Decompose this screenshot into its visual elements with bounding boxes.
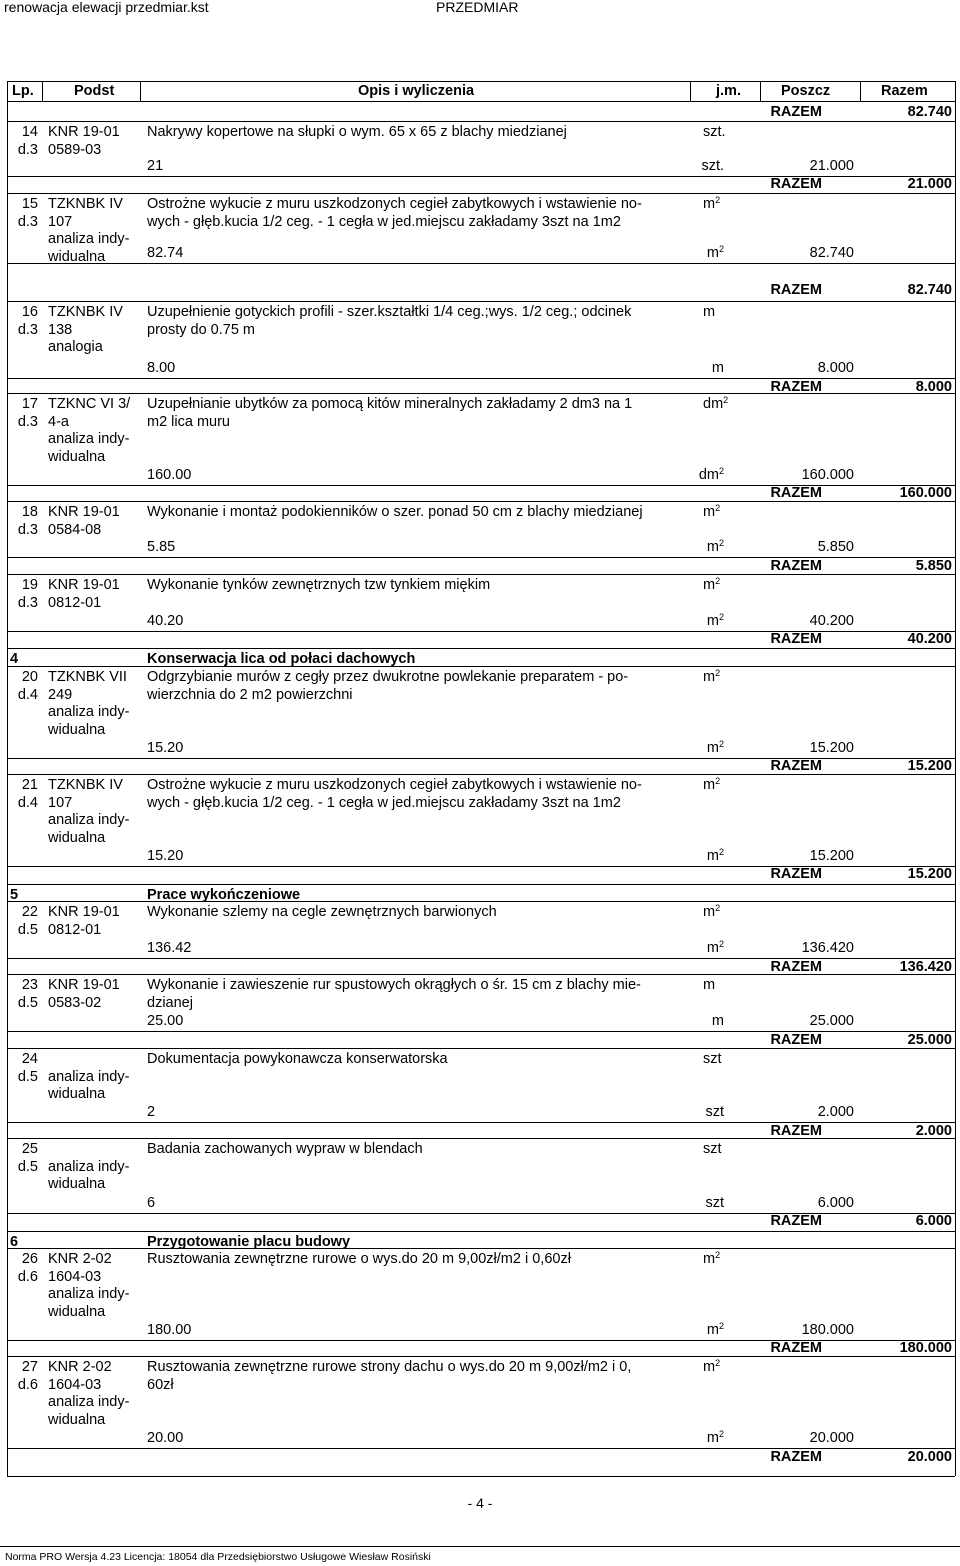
item-description: Wykonanie tynków zewnętrznych tzw tynkiem miękim (147, 577, 491, 593)
item-unit: $m^2$ (703, 776, 721, 793)
column-poszcz: Poszcz (781, 83, 831, 99)
row-divider (7, 393, 955, 394)
calc-unit: $m^2$ (706, 939, 724, 956)
item-number: 18 (21, 504, 38, 520)
item-basis: TZKNBK IV (48, 304, 123, 320)
item-basis: KNR 2-02 (48, 1251, 112, 1267)
razem-value: 40.200 (907, 631, 952, 647)
item-description: Uzupełnienie gotyckich profili - szer.kształtki 1/4 ceg.;wys. 1/2 ceg.; odcinek (147, 304, 632, 320)
item-description: Rusztowania zewnętrzne rurowe o wys.do 20 m 9,00zł/m2 i 0,60zł (147, 1251, 571, 1267)
razem-label: RAZEM (770, 631, 822, 647)
item-chapter: d.3 (17, 213, 38, 230)
item-basis: analiza indy- (48, 812, 130, 829)
column-razem: Razem (881, 83, 928, 99)
item-unit: $m^2$ (703, 1250, 721, 1267)
calc-expression: 6 (147, 1195, 156, 1211)
item-number: 16 (21, 304, 38, 320)
razem-value: 25.000 (907, 1032, 952, 1048)
item-chapter: d.5 (17, 1068, 38, 1085)
item-basis: 0589-03 (48, 141, 102, 158)
item-unit: m (703, 304, 716, 320)
item-chapter: d.3 (17, 321, 38, 338)
razem-value: 8.000 (915, 379, 952, 395)
item-basis: widualna (48, 721, 106, 738)
razem-label: RAZEM (770, 1213, 822, 1229)
item-basis: 249 (48, 686, 73, 703)
calc-value: 2.000 (817, 1104, 854, 1120)
item-unit: $dm^2$ (703, 395, 729, 412)
razem-value: 82.740 (907, 282, 952, 298)
row-divider (7, 121, 955, 122)
item-basis: 0583-02 (48, 994, 102, 1011)
item-description: Odgrzybianie murów z cegły przez dwukrotne powlekanie preparatem - po- (147, 669, 629, 685)
carry-value: 82.740 (907, 104, 952, 120)
razem-label: RAZEM (770, 1449, 822, 1465)
item-description: Ostrożne wykucie z muru uszkodzonych cegieł zabytkowych i wstawienie no- (147, 196, 642, 212)
row-divider (7, 1476, 955, 1477)
item-number: 25 (21, 1141, 38, 1157)
razem-value: 21.000 (907, 176, 952, 192)
carry-label: RAZEM (770, 104, 822, 120)
item-chapter: d.3 (17, 141, 38, 158)
footer-divider (0, 1546, 960, 1547)
calc-unit: m (711, 360, 724, 376)
row-divider (7, 1138, 955, 1139)
razem-label: RAZEM (770, 866, 822, 882)
row-divider (7, 263, 955, 264)
section-number: 4 (10, 651, 19, 667)
razem-label: RAZEM (770, 1340, 822, 1356)
item-basis: widualna (48, 248, 106, 265)
item-unit: $m^2$ (703, 1358, 721, 1375)
section-number: 5 (10, 887, 19, 903)
row-divider (7, 648, 955, 649)
item-basis: widualna (48, 1303, 106, 1320)
calc-unit: $m^2$ (706, 1321, 724, 1338)
item-basis: widualna (48, 1176, 106, 1193)
item-basis: analiza indy- (48, 1394, 130, 1411)
calc-value: 15.200 (809, 848, 854, 864)
item-number: 14 (21, 124, 38, 140)
item-basis: analiza indy- (48, 1286, 130, 1303)
calc-unit: $m^2$ (706, 244, 724, 261)
item-unit: m (703, 977, 716, 993)
item-basis: analiza indy- (48, 1158, 130, 1175)
calc-value: 40.200 (809, 613, 854, 629)
item-basis: 107 (48, 794, 73, 811)
item-number: 19 (21, 577, 38, 593)
item-basis: 4-a (48, 413, 69, 430)
razem-value: 6.000 (915, 1213, 952, 1229)
item-basis: analiza indy- (48, 231, 130, 248)
item-unit: $m^2$ (703, 903, 721, 920)
item-unit: $m^2$ (703, 668, 721, 685)
item-basis: KNR 19-01 (48, 977, 120, 993)
row-divider (7, 101, 955, 102)
footer-license: Norma PRO Wersja 4.23 Licencja: 18054 dla Przedsiębiorstwo Usługowe Wiesław Rosiński (5, 1551, 431, 1563)
item-basis: KNR 2-02 (48, 1359, 112, 1375)
row-divider (7, 301, 955, 302)
razem-label: RAZEM (770, 1032, 822, 1048)
razem-label: RAZEM (770, 379, 822, 395)
item-basis: KNR 19-01 (48, 577, 120, 593)
item-number: 22 (21, 904, 38, 920)
calc-unit: $dm^2$ (698, 466, 724, 483)
item-chapter: d.4 (17, 686, 38, 703)
item-unit: $m^2$ (703, 195, 721, 212)
calc-expression: 180.00 (147, 1322, 192, 1338)
item-number: 23 (21, 977, 38, 993)
column-lp: Lp. (12, 83, 34, 99)
section-title: Konserwacja lica od połaci dachowych (147, 651, 416, 667)
item-description: prosty do 0.75 m (147, 321, 255, 338)
row-divider (7, 574, 955, 575)
calc-value: 15.200 (809, 740, 854, 756)
razem-value: 136.420 (899, 959, 952, 975)
row-divider (7, 501, 955, 502)
column-jm: j.m. (716, 83, 741, 99)
document-title: PRZEDMIAR (436, 0, 519, 15)
item-description: m2 lica muru (147, 413, 230, 430)
razem-value: 5.850 (915, 558, 952, 574)
calc-unit: $m^2$ (706, 847, 724, 864)
item-number: 27 (21, 1359, 38, 1375)
item-number: 26 (21, 1251, 38, 1267)
item-basis: 1604-03 (48, 1376, 102, 1393)
column-divider (690, 81, 691, 101)
calc-expression: 21 (147, 158, 164, 174)
item-unit: szt. (703, 124, 726, 140)
column-divider (7, 81, 8, 1476)
calc-expression: 25.00 (147, 1013, 184, 1029)
item-number: 17 (21, 396, 38, 412)
item-basis: 0812-01 (48, 921, 102, 938)
row-divider (7, 1231, 955, 1232)
item-chapter: d.5 (17, 1158, 38, 1175)
item-description: Rusztowania zewnętrzne rurowe strony dachu o wys.do 20 m 9,00zł/m2 i 0, (147, 1359, 632, 1375)
calc-value: 21.000 (809, 158, 854, 174)
file-name: renowacja elewacji przedmiar.kst (4, 0, 209, 15)
item-unit: $m^2$ (703, 503, 721, 520)
calc-unit: m (711, 1013, 724, 1029)
item-basis: 0812-01 (48, 594, 102, 611)
item-basis: analiza indy- (48, 1068, 130, 1085)
razem-label: RAZEM (770, 485, 822, 501)
item-description: Nakrywy kopertowe na słupki o wym. 65 x 65 z blachy miedzianej (147, 124, 567, 140)
item-basis: KNR 19-01 (48, 124, 120, 140)
item-description: wych - głęb.kucia 1/2 ceg. - 1 cegła w jed.miejscu zakładamy 3szt na 1m2 (147, 794, 621, 811)
section-number: 6 (10, 1234, 19, 1250)
item-basis: analiza indy- (48, 431, 130, 448)
razem-label: RAZEM (770, 176, 822, 192)
calc-expression: 5.85 (147, 539, 176, 555)
row-divider (7, 884, 955, 885)
item-description: wierzchnia do 2 m2 powierzchni (147, 686, 353, 703)
column-opis: Opis i wyliczenia (358, 83, 475, 99)
item-chapter: d.5 (17, 921, 38, 938)
item-description: wych - głęb.kucia 1/2 ceg. - 1 cegła w jed.miejscu zakładamy 3szt na 1m2 (147, 213, 621, 230)
section-title: Prace wykończeniowe (147, 887, 301, 903)
calc-unit: $m^2$ (706, 612, 724, 629)
column-podst: Podst (74, 83, 115, 99)
item-basis: 1604-03 (48, 1268, 102, 1285)
item-unit: $m^2$ (703, 576, 721, 593)
calc-unit: $m^2$ (706, 739, 724, 756)
column-divider (42, 81, 43, 101)
column-divider (955, 81, 956, 1476)
calc-unit: szt (705, 1104, 724, 1120)
item-basis: TZKNBK IV (48, 777, 123, 793)
calc-value: 160.000 (801, 467, 854, 483)
item-number: 21 (21, 777, 38, 793)
item-basis: widualna (48, 1411, 106, 1428)
calc-value: 136.420 (801, 940, 854, 956)
razem-value: 20.000 (907, 1449, 952, 1465)
razem-label: RAZEM (770, 1123, 822, 1139)
page-number: - 4 - (467, 1495, 493, 1511)
razem-label: RAZEM (770, 959, 822, 975)
item-basis: TZKNC VI 3/ (48, 396, 131, 412)
calc-value: 82.740 (809, 245, 854, 261)
calc-unit: $m^2$ (706, 1429, 724, 1446)
item-description: Wykonanie i montaż podokienników o szer. ponad 50 cm z blachy miedzianej (147, 504, 643, 520)
item-unit: szt (703, 1051, 722, 1067)
section-title: Przygotowanie placu budowy (147, 1234, 351, 1250)
calc-expression: 15.20 (147, 848, 184, 864)
column-divider (760, 81, 761, 101)
item-basis: 138 (48, 321, 73, 338)
calc-expression: 2 (147, 1104, 156, 1120)
row-divider (7, 774, 955, 775)
item-basis: TZKNBK IV (48, 196, 123, 212)
razem-label: RAZEM (770, 758, 822, 774)
item-basis: analogia (48, 339, 103, 356)
item-number: 20 (21, 669, 38, 685)
document-header (0, 0, 960, 16)
row-divider (7, 974, 955, 975)
calc-expression: 160.00 (147, 467, 192, 483)
calc-value: 6.000 (817, 1195, 854, 1211)
item-number: 15 (21, 196, 38, 212)
item-basis: 0584-08 (48, 521, 102, 538)
razem-label: RAZEM (770, 558, 822, 574)
row-divider (7, 1356, 955, 1357)
item-description: Uzupełnianie ubytków za pomocą kitów mineralnych zakładamy 2 dm3 na 1 (147, 396, 633, 412)
calc-value: 5.850 (817, 539, 854, 555)
item-description: Wykonanie i zawieszenie rur spustowych okrągłych o śr. 15 cm z blachy mie- (147, 977, 641, 993)
calc-expression: 82.74 (147, 245, 184, 261)
calc-unit: szt (705, 1195, 724, 1211)
item-chapter: d.3 (17, 521, 38, 538)
item-chapter: d.6 (17, 1268, 38, 1285)
item-basis: KNR 19-01 (48, 504, 120, 520)
item-description: 60zł (147, 1376, 174, 1393)
item-chapter: d.3 (17, 413, 38, 430)
item-description: Badania zachowanych wypraw w blendach (147, 1141, 423, 1157)
razem-value: 15.200 (907, 758, 952, 774)
razem-value: 160.000 (899, 485, 952, 501)
item-basis: TZKNBK VII (48, 669, 127, 685)
row-divider (7, 81, 955, 82)
item-basis: 107 (48, 213, 73, 230)
calc-expression: 20.00 (147, 1430, 184, 1446)
item-unit: szt (703, 1141, 722, 1157)
item-description: dzianej (147, 994, 193, 1011)
calc-expression: 15.20 (147, 740, 184, 756)
calc-value: 20.000 (809, 1430, 854, 1446)
item-chapter: d.5 (17, 994, 38, 1011)
razem-label: RAZEM (770, 282, 822, 298)
item-basis: widualna (48, 1086, 106, 1103)
item-basis: analiza indy- (48, 704, 130, 721)
calc-expression: 8.00 (147, 360, 176, 376)
calc-value: 180.000 (801, 1322, 854, 1338)
row-divider (7, 193, 955, 194)
item-basis: widualna (48, 448, 106, 465)
item-chapter: d.4 (17, 794, 38, 811)
item-description: Ostrożne wykucie z muru uszkodzonych cegieł zabytkowych i wstawienie no- (147, 777, 642, 793)
row-divider (7, 1048, 955, 1049)
item-chapter: d.6 (17, 1376, 38, 1393)
item-description: Wykonanie szlemy na cegle zewnętrznych barwionych (147, 904, 497, 920)
calc-expression: 136.42 (147, 940, 192, 956)
item-basis: KNR 19-01 (48, 904, 120, 920)
calc-unit: szt. (701, 158, 724, 174)
calc-value: 25.000 (809, 1013, 854, 1029)
calc-expression: 40.20 (147, 613, 184, 629)
column-divider (140, 81, 141, 101)
calc-unit: $m^2$ (706, 538, 724, 555)
razem-value: 180.000 (899, 1340, 952, 1356)
item-chapter: d.3 (17, 594, 38, 611)
item-number: 24 (21, 1051, 38, 1067)
razem-value: 15.200 (907, 866, 952, 882)
razem-value: 2.000 (915, 1123, 952, 1139)
item-basis: widualna (48, 829, 106, 846)
column-divider (860, 81, 861, 101)
item-description: Dokumentacja powykonawcza konserwatorska (147, 1051, 448, 1067)
calc-value: 8.000 (817, 360, 854, 376)
